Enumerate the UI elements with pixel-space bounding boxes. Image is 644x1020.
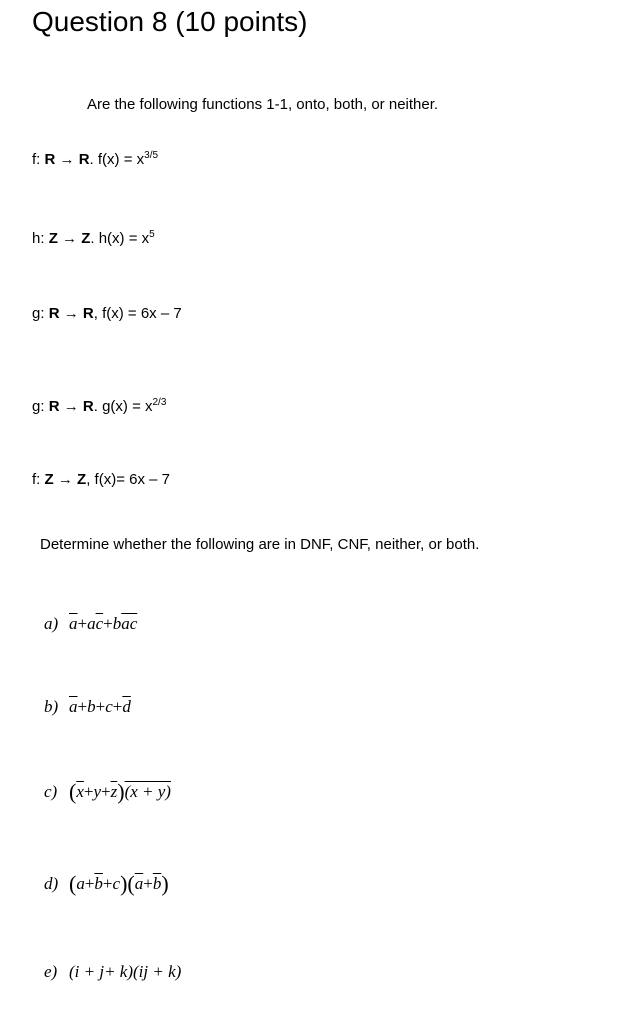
function-item: g: R → R. $g(x) = x^{2/3}$ xyxy=(32,397,167,415)
expression-e: e) (i + j+ k)(ij + k) xyxy=(44,962,182,981)
expression-d: d) $(a+\overline{b}+c)(\overline{a}+\overline{b})$ xyxy=(44,871,169,896)
expression-c: c) $(\overline{x}+y+\overline{z})(x + y)$ xyxy=(44,779,171,804)
function-item: f: Z → Z, f(x)= 6x – 7 xyxy=(32,471,170,488)
expression-a: a) $\overline{a}+a\overline{c}+b\overline{ac}$ xyxy=(44,614,138,633)
functions-instruction: Are the following functions 1-1, onto, both, or neither. xyxy=(87,96,439,113)
forms-instruction: Determine whether the following are in DNF, CNF, neither, or both. xyxy=(40,536,480,553)
question-title: Question 8 (10 points) xyxy=(32,6,308,37)
expression-b: b) $\overline{a}+b+c+\overline{d}$ xyxy=(44,697,131,716)
function-item: h: Z → Z. $h(x) = x^5$ xyxy=(32,229,155,247)
function-item: g: R → R, f(x) = 6x – 7 xyxy=(32,305,182,322)
function-item: f: R → R. $f(x) = x^{3/5}$ xyxy=(32,150,159,168)
